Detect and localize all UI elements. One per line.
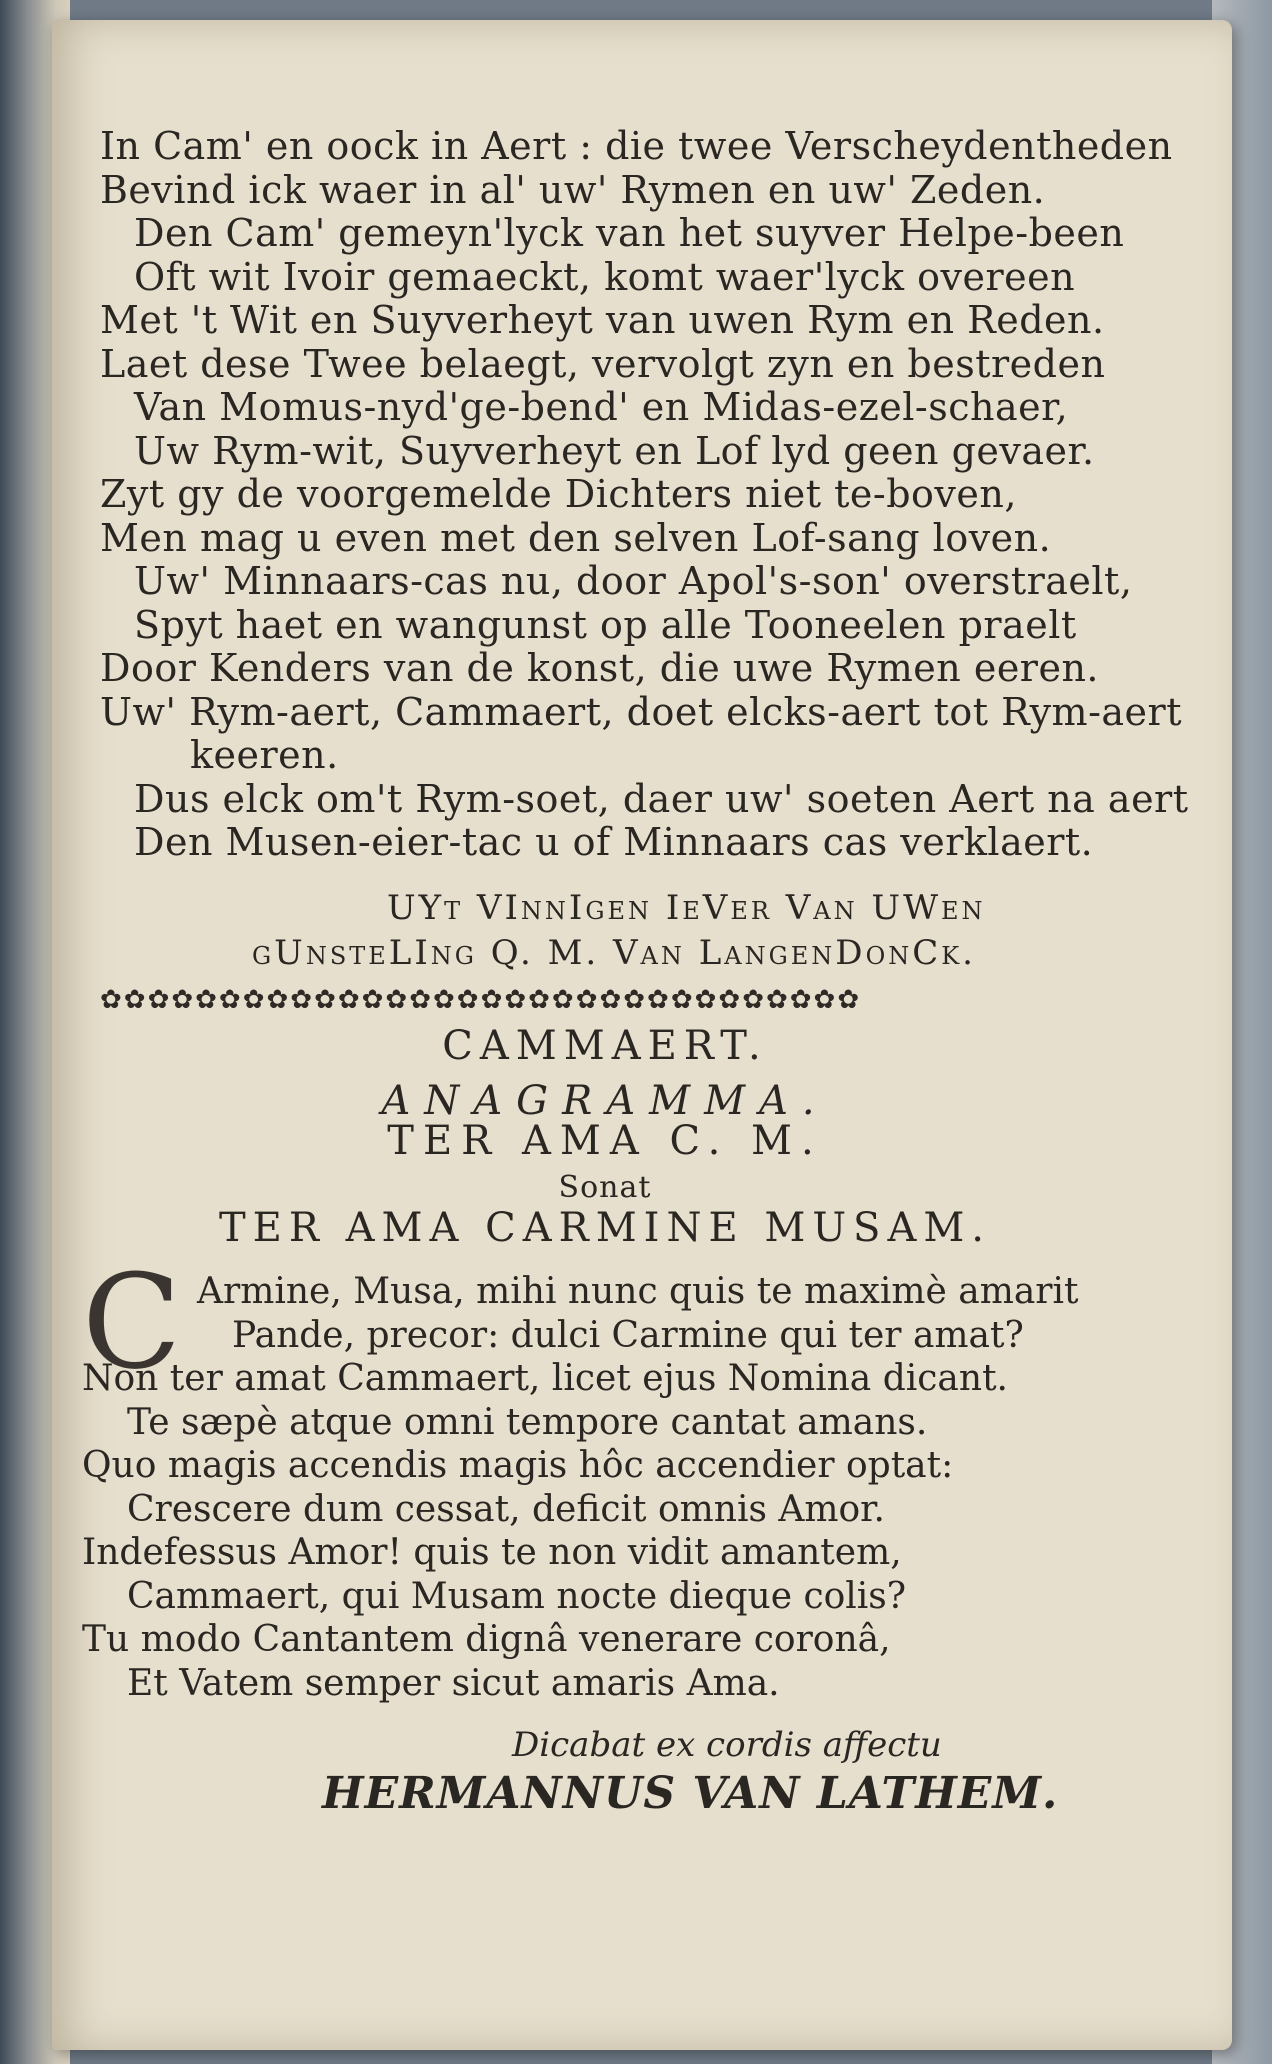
latin-line: Te sæpè atque omni tempore cantat amans. xyxy=(127,1401,928,1443)
heading-sonat: Sonat xyxy=(558,1170,652,1205)
poem-line: Den Musen-eier-tac u of Minnaars cas verklaert. xyxy=(134,820,1094,864)
signature-line: UYt VInnIgen IeVer Van UWen xyxy=(387,888,986,928)
ornament-divider: ✿✿✿✿✿✿✿✿✿✿✿✿✿✿✿✿✿✿✿✿✿✿✿✿✿✿✿✿✿✿✿✿ xyxy=(100,985,862,1015)
heading-anagramma: ANAGRAMMA. xyxy=(381,1078,829,1124)
poem-line: Uw' Minnaars-cas nu, door Apol's-son' overstraelt, xyxy=(134,559,1133,603)
poem-line: Dus elck om't Rym-soet, daer uw' soeten Aert na aert xyxy=(134,776,1189,821)
poem-line: Spyt haet en wangunst op alle Tooneelen praelt xyxy=(134,602,1077,647)
latin-poem xyxy=(82,1270,1112,1705)
poem-line: Uw' Rym-aert, Cammaert, doet elcks-aert tot Rym-aert xyxy=(100,689,1182,734)
latin-line: Cammaert, qui Musam nocte dieque colis? xyxy=(127,1575,907,1617)
poem-line: Den Cam' gemeyn'lyck van het suyver Helpe-been xyxy=(134,211,1125,255)
latin-line: Armine, Musa, mihi nunc quis te maximè amarit xyxy=(197,1271,1079,1312)
latin-line: Tu modo Cantantem dignâ venerare coronâ, xyxy=(82,1619,891,1660)
latin-line: Non ter amat Cammaert, licet ejus Nomina dicant. xyxy=(82,1358,1008,1399)
drop-cap: C xyxy=(82,1246,182,1398)
poem-line: Uw Rym-wit, Suyverheyt en Lof lyd geen gevaer. xyxy=(134,428,1095,473)
poem-line: Door Kenders van de konst, die uwe Rymen eeren. xyxy=(100,646,1100,690)
heading-cammaert: CAMMAERT. xyxy=(442,1023,768,1069)
poem-line: keeren. xyxy=(190,733,339,777)
signature-line: gUnsteLIng Q. M. Van LangenDonCk. xyxy=(252,933,976,973)
latin-line: Quo magis accendis magis hôc accendier optat: xyxy=(82,1445,954,1486)
poem-line: Met 't Wit en Suyverheyt van uwen Rym en Reden. xyxy=(100,298,1105,342)
poem-line: Zyt gy de voorgemelde Dichters niet te-boven, xyxy=(100,472,1017,516)
author-name: HERMANNUS VAN LATHEM. xyxy=(322,1768,1059,1819)
book-page xyxy=(52,20,1232,2050)
poem-line: In Cam' en oock in Aert : die twee Verscheydentheden xyxy=(100,124,1173,168)
latin-line: Pande, precor: dulci Carmine qui ter amat? xyxy=(232,1314,1024,1356)
latin-line: Et Vatem semper sicut amaris Ama. xyxy=(127,1662,780,1704)
heading-carmine: TER AMA CARMINE MUSAM. xyxy=(218,1205,992,1251)
latin-line: Crescere dum cessat, deficit omnis Amor. xyxy=(127,1488,885,1530)
heading-ter-ama: TER AMA C. M. xyxy=(387,1118,823,1164)
poem-line: Oft wit Ivoir gemaeckt, komt waer'lyck overeen xyxy=(134,254,1076,299)
poem-line: Van Momus-nyd'ge-bend' en Midas-ezel-schaer, xyxy=(134,385,1069,429)
poem-line: Men mag u even met den selven Lof-sang loven. xyxy=(100,515,1052,560)
poem-line: Laet dese Twee belaegt, vervolgt zyn en bestreden xyxy=(100,341,1106,386)
latin-line: Indefessus Amor! quis te non vidit amantem, xyxy=(82,1532,902,1573)
dutch-poem xyxy=(100,124,1189,865)
poem-line: Bevind ick waer in al' uw' Rymen en uw' Zeden. xyxy=(100,167,1046,212)
dedication: Dicabat ex cordis affectu xyxy=(512,1725,942,1765)
